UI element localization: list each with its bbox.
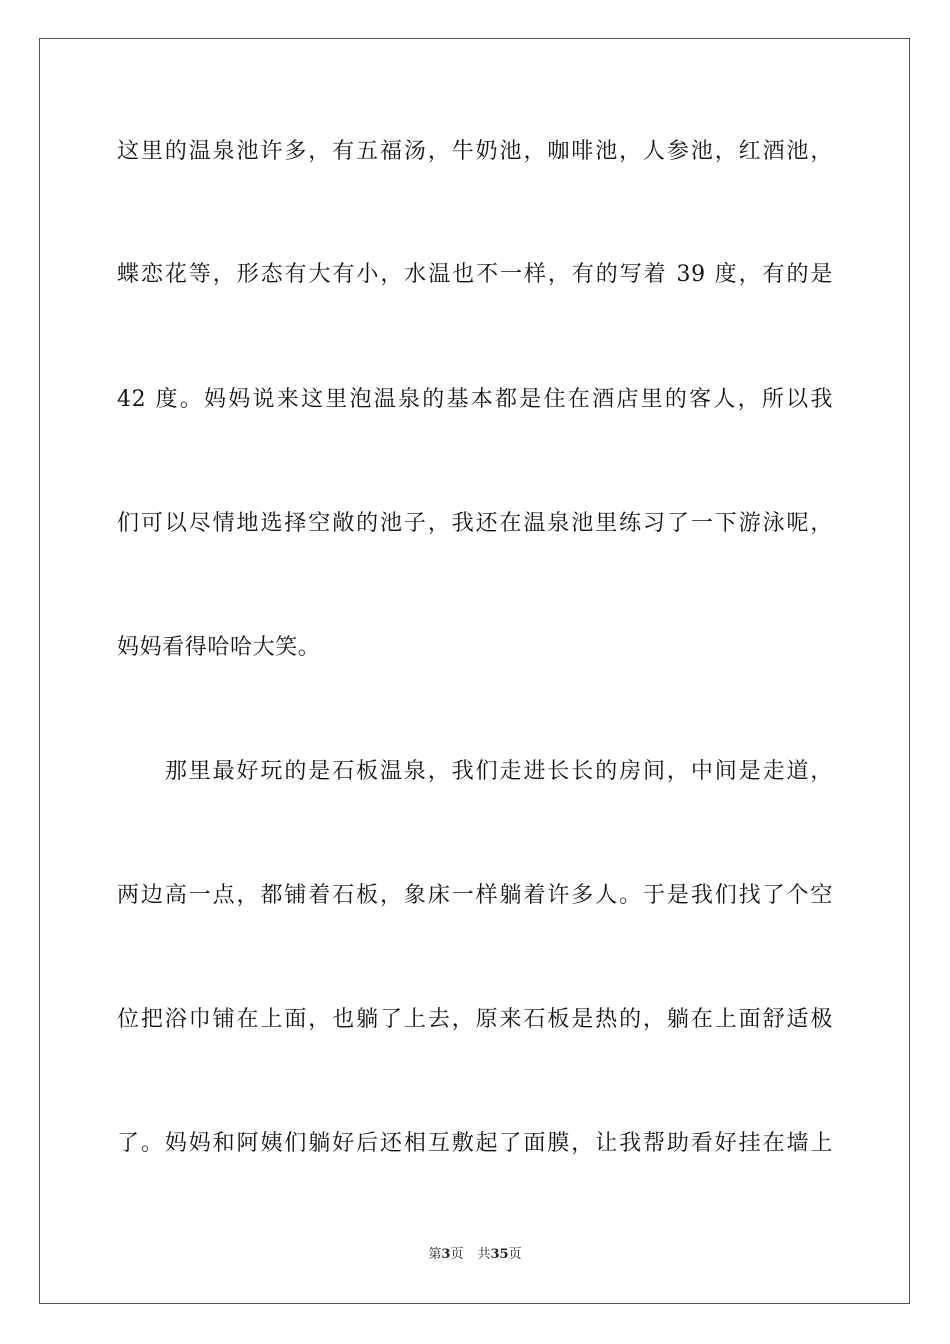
page-footer [0,1246,950,1264]
text-line: 了。妈妈和阿姨们躺好后还相互敷起了面膜，让我帮助看好挂在墙上 [117,1131,833,1156]
page-suffix: 页 [450,1247,464,1262]
page-prefix: 第 [428,1247,442,1262]
text-line: 这里的温泉池许多，有五福汤，牛奶池，咖啡池，人参池，红酒池， [117,139,833,164]
text-line: 42 度。妈妈说来这里泡温泉的基本都是住在酒店里的客人，所以我 [117,387,833,412]
page-frame [39,38,910,1304]
current-page-number: 3 [441,1247,451,1262]
total-prefix: 共 [477,1247,491,1262]
text-line: 那里最好玩的是石板温泉，我们走进长长的房间，中间是走道， [117,759,833,784]
total-page-number: 35 [490,1247,509,1262]
text-line: 蝶恋花等，形态有大有小，水温也不一样，有的写着 39 度，有的是 [117,262,833,287]
text-line: 们可以尽情地选择空敞的池子，我还在温泉池里练习了一下游泳呢， [117,511,833,536]
text-line: 妈妈看得哈哈大笑。 [117,635,321,660]
text-line: 位把浴巾铺在上面，也躺了上去，原来石板是热的，躺在上面舒适极 [117,1007,833,1032]
total-suffix: 页 [508,1247,522,1262]
text-line: 两边高一点，都铺着石板，象床一样躺着许多人。于是我们找了个空 [117,883,833,908]
